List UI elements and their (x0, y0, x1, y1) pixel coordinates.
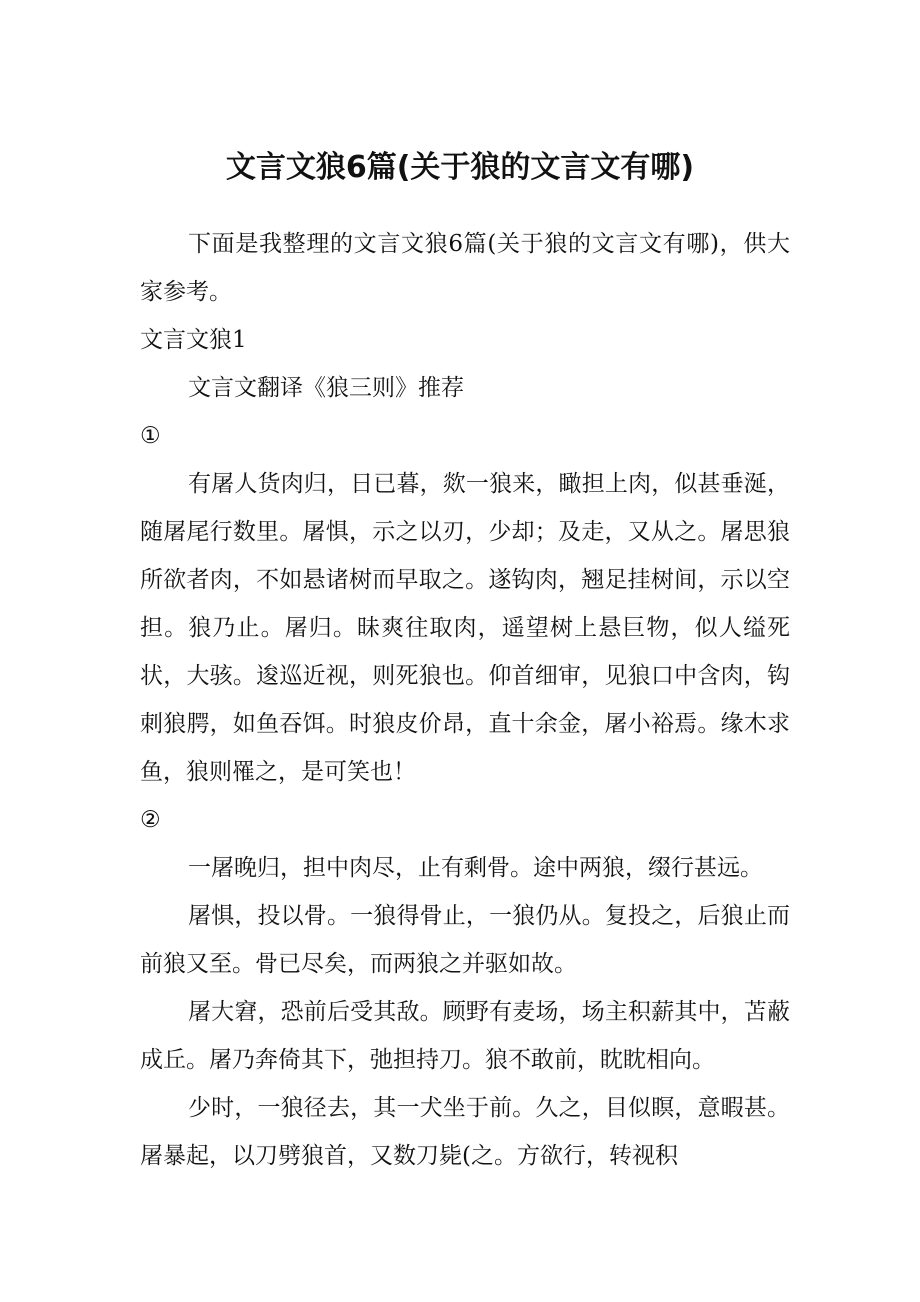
intro-paragraph: 下面是我整理的文言文狼6篇(关于狼的文言文有哪)，供大家参考。 (140, 231, 790, 305)
story-1-paragraph: 有屠人货肉归，日已暮，欻一狼来，瞰担上肉，似甚垂涎，随屠尾行数里。屠惧，示之以刃，少却；及走，又从之。屠思狼所欲者肉，不如悬诸树而早取之。遂钩肉，翘足挂树间，示以空担。狼乃止。屠归。昧爽往取肉，遥望树上悬巨物，似人缢死状，大骇。逡巡近视，则死狼也。仰首细审，见狼口中含肉，钩刺狼腭，如鱼吞饵。时狼皮价昂，直十余金，屠小裕焉。缘木求鱼，狼则罹之，是可笑也！ (140, 471, 790, 785)
page-title: 文言文狼6篇(关于狼的文言文有哪) (225, 150, 695, 185)
subheading: 文言文翻译《狼三则》推荐 (188, 375, 464, 401)
story-2-paragraph-4: 少时，一狼径去，其一犬坐于前。久之，目似瞑，意暇甚。屠暴起，以刀劈狼首，又数刀毙(之。方欲行，转视积 (140, 1095, 790, 1169)
story-2-paragraph-1: 一屠晚归，担中肉尽，止有剩骨。途中两狼，缀行甚远。 (188, 855, 763, 881)
section-marker-1: ① (140, 423, 161, 449)
section-heading: 文言文狼1 (140, 327, 247, 353)
story-2-paragraph-3: 屠大窘，恐前后受其敌。顾野有麦场，场主积薪其中，苫蔽成丘。屠乃奔倚其下，弛担持刀。狼不敢前，眈眈相向。 (140, 999, 790, 1073)
document-body (140, 220, 790, 1180)
story-2-paragraph-2: 屠惧，投以骨。一狼得骨止，一狼仍从。复投之，后狼止而前狼又至。骨已尽矣，而两狼之并驱如故。 (140, 903, 790, 977)
section-marker-2: ② (140, 807, 161, 833)
